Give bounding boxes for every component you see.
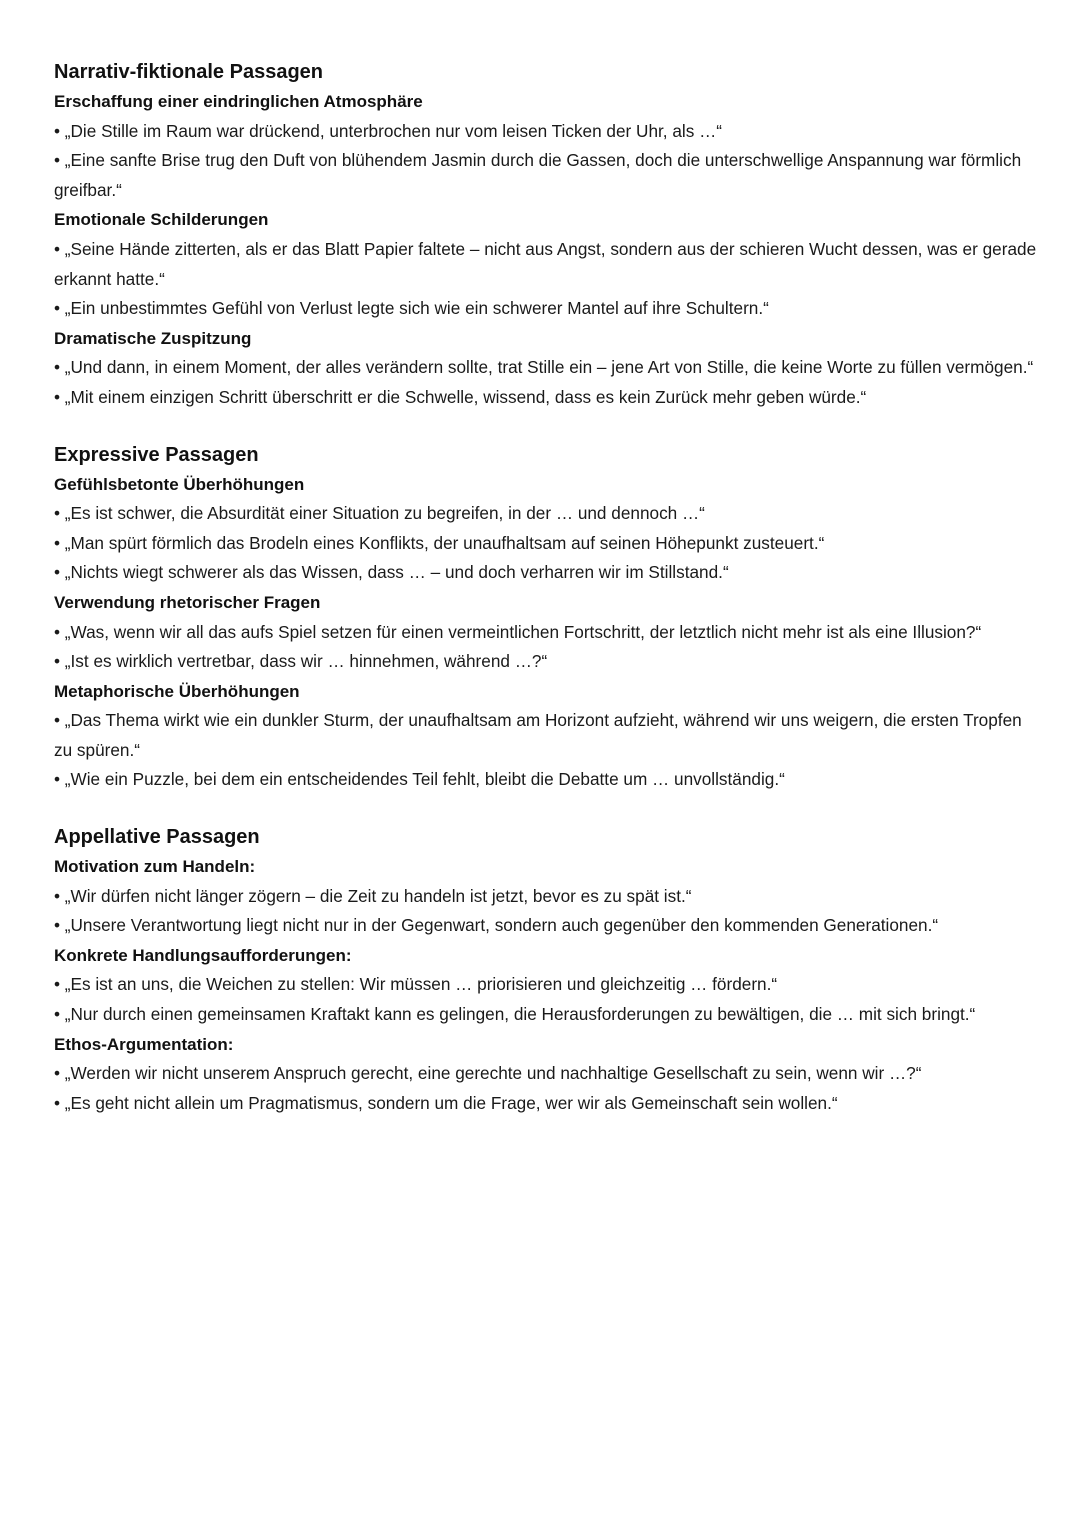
bullet-icon: •	[54, 532, 65, 553]
section-expressiv	[54, 440, 1044, 796]
section-title: Appellative Passagen	[54, 826, 260, 849]
subheading: Emotionale Schilderungen	[54, 210, 269, 230]
list-item: • „Unsere Verantwortung liegt nicht nur in der Gegenwart, sondern auch gegenüber den kommenden Generationen.“	[54, 915, 939, 936]
list-item: • „Wie ein Puzzle, bei dem ein entscheidendes Teil fehlt, bleibt die Debatte um … unvollständig.“	[54, 769, 785, 790]
group-gefuehlsbetonte-ueberhoehungen	[54, 470, 1044, 588]
list-item: • „Es ist schwer, die Absurdität einer Situation zu begreifen, in der … und dennoch …“	[54, 503, 705, 524]
list-item: • „Werden wir nicht unserem Anspruch gerecht, eine gerechte und nachhaltige Gesellschaft zu sein, wenn wir …?“	[54, 1063, 922, 1084]
bullet-icon: •	[54, 150, 65, 171]
subheading: Dramatische Zuspitzung	[54, 328, 252, 348]
group-metaphorische-ueberhoehungen	[54, 677, 1044, 795]
group-ethos-argumentation	[54, 1030, 1044, 1119]
group-dramatische-zuspitzung	[54, 324, 1044, 413]
bullet-icon: •	[54, 651, 65, 672]
subheading: Konkrete Handlungsaufforderungen:	[54, 945, 352, 965]
document-page	[54, 57, 1044, 1145]
list-item: • „Ein unbestimmtes Gefühl von Verlust legte sich wie ein schwerer Mantel auf ihre Schultern.“	[54, 298, 769, 319]
subheading: Verwendung rhetorischer Fragen	[54, 592, 321, 612]
list-item: • „Was, wenn wir all das aufs Spiel setzen für einen vermeintlichen Fortschritt, der letztlich nicht mehr ist als eine Illusion?“	[54, 621, 982, 642]
list-item: • „Wir dürfen nicht länger zögern – die Zeit zu handeln ist jetzt, bevor es zu spät ist.“	[54, 885, 692, 906]
subheading: Gefühlsbetonte Überhöhungen	[54, 474, 305, 494]
subheading: Metaphorische Überhöhungen	[54, 681, 300, 701]
bullet-icon: •	[54, 1092, 65, 1113]
bullet-icon: •	[54, 562, 65, 583]
subheading: Motivation zum Handeln:	[54, 857, 256, 877]
list-item: • „Die Stille im Raum war drückend, unterbrochen nur vom leisen Ticken der Uhr, als …“	[54, 120, 722, 141]
group-atmosphaere	[54, 87, 1044, 205]
section-appellativ	[54, 822, 1044, 1118]
bullet-icon: •	[54, 357, 65, 378]
bullet-icon: •	[54, 120, 65, 141]
section-title: Narrativ-fiktionale Passagen	[54, 61, 323, 83]
bullet-icon: •	[54, 710, 65, 731]
bullet-icon: •	[54, 503, 65, 524]
list-item: • „Man spürt förmlich das Brodeln eines Konflikts, der unaufhaltsam auf seinen Höhepunkt zusteuert.“	[54, 532, 825, 553]
bullet-icon: •	[54, 915, 65, 936]
list-item: • „Es geht nicht allein um Pragmatismus, sondern um die Frage, wer wir als Gemeinschaft sein wollen.“	[54, 1092, 838, 1113]
bullet-icon: •	[54, 1004, 65, 1025]
bullet-icon: •	[54, 769, 65, 790]
bullet-icon: •	[54, 238, 65, 259]
group-motivation-zum-handeln	[54, 852, 1044, 941]
list-item: • „Ist es wirklich vertretbar, dass wir … hinnehmen, während …?“	[54, 651, 548, 672]
group-emotionale-schilderungen	[54, 205, 1044, 323]
list-item: • „Seine Hände zitterten, als er das Blatt Papier faltete – nicht aus Angst, sondern aus der schieren Wucht dessen, was er gerade erkannt hatte.“	[54, 238, 1037, 289]
list-item: • „Und dann, in einem Moment, der alles verändern sollte, trat Stille ein – jene Art von Stille, die keine Worte zu füllen vermögen.“	[54, 357, 1034, 378]
section-title: Expressive Passagen	[54, 443, 259, 466]
bullet-icon: •	[54, 885, 65, 906]
section-narrativ-fiktional	[54, 57, 1044, 413]
bullet-icon: •	[54, 621, 65, 642]
bullet-icon: •	[54, 974, 65, 995]
group-handlungsaufforderungen	[54, 941, 1044, 1030]
subheading: Ethos-Argumentation:	[54, 1034, 234, 1054]
group-rhetorische-fragen	[54, 588, 1044, 677]
subheading: Erschaffung einer eindringlichen Atmosphäre	[54, 92, 423, 111]
list-item: • „Nichts wiegt schwerer als das Wissen, dass … – und doch verharren wir im Stillstand.“	[54, 562, 729, 583]
bullet-icon: •	[54, 1063, 65, 1084]
list-item: • „Eine sanfte Brise trug den Duft von blühendem Jasmin durch die Gassen, doch die unterschwellige Anspannung war förmlich greifbar.“	[54, 150, 1022, 200]
bullet-icon: •	[54, 386, 65, 407]
bullet-icon: •	[54, 298, 65, 319]
list-item: • „Das Thema wirkt wie ein dunkler Sturm, der unaufhaltsam am Horizont aufzieht, während wir uns weigern, die ersten Tropfen zu spüren.“	[54, 710, 1022, 760]
list-item: • „Nur durch einen gemeinsamen Kraftakt kann es gelingen, die Herausforderungen zu bewältigen, die … mit sich bringt.“	[54, 1004, 976, 1025]
list-item: • „Mit einem einzigen Schritt überschritt er die Schwelle, wissend, dass es kein Zurück mehr geben würde.“	[54, 386, 867, 407]
list-item: • „Es ist an uns, die Weichen zu stellen: Wir müssen … priorisieren und gleichzeitig … fördern.“	[54, 974, 778, 995]
